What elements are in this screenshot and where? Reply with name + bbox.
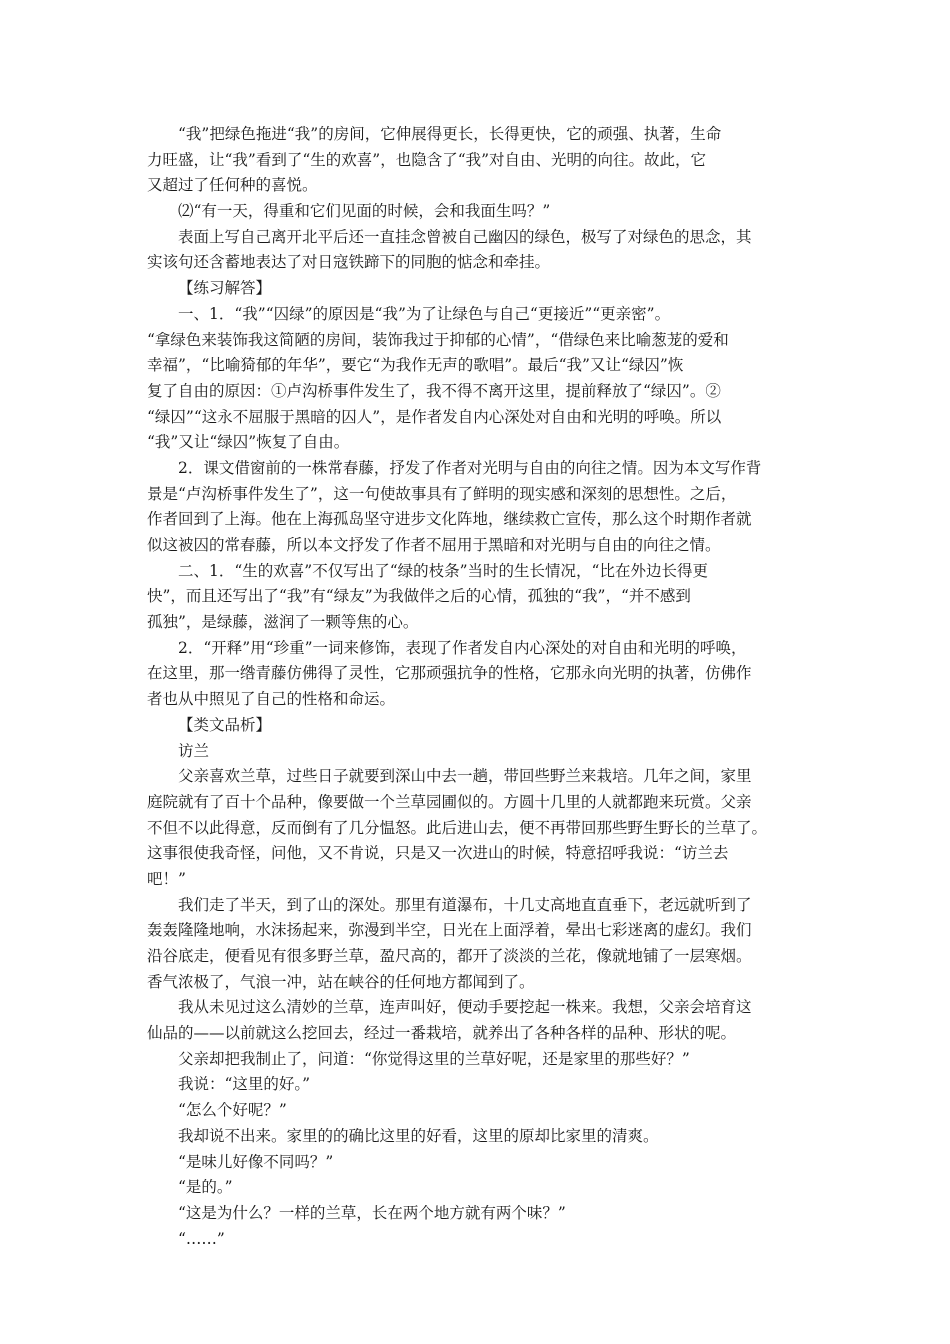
text-line: 表面上写自己离开北平后还一直挂念曾被自己幽囚的绿色，极写了对绿色的思念，其 [178,227,752,246]
text-line: 似这被囚的常春藤，所以本文抒发了作者不屈用于黑暗和对光明与自由的向往之情。 [147,536,721,554]
text-line: 【类文品析】 [178,715,272,734]
text-line: 实该句还含蓄地表达了对日寇铁蹄下的同胞的惦念和牵挂。 [147,253,551,272]
text-line: “是的。” [178,1178,233,1197]
text-line: 父亲却把我制止了，问道：“你觉得这里的兰草好呢，还是家里的那些好？” [178,1049,690,1068]
text-line: 不但不以此得意，反而倒有了几分愠怒。此后进山去，便不再带回那些野生野长的兰草了。 [147,818,768,837]
text-line: “是味儿好像不同吗？” [178,1152,334,1171]
text-line: 访兰 [178,741,210,760]
text-line: 一、1．“我”“囚绿”的原因是“我”为了让绿色与自己“更接近”“更亲密”。 [178,304,671,323]
text-line: 作者回到了上海。他在上海孤岛坚守进步文化阵地，继续救亡宣传，那么这个时期作者就 [147,510,752,529]
document-body [147,122,817,1252]
text-line: 在这里，那一绺青藤仿佛得了灵性，它那顽强抗争的性格，它那永向光明的执著，仿佛作 [147,664,752,683]
text-line: “……” [178,1229,225,1248]
text-line: 父亲喜欢兰草，过些日子就要到深山中去一趟，带回些野兰来栽培。几年之间，家里 [178,767,752,786]
text-line: 庭院就有了百十个品种，像要做一个兰草园圃似的。方圆十几里的人就都跑来玩赏。父亲 [147,792,752,811]
text-line: 吧！” [147,869,186,888]
text-line: 我却说不出来。家里的的确比这里的好看，这里的原却比家里的清爽。 [178,1126,659,1145]
text-line: “绿囚”“这永不屈服于黑暗的囚人”，是作者发自内心深处对自由和光明的呼唤。所以 [147,407,722,426]
text-line: “怎么个好呢？” [178,1101,287,1120]
text-line: 幸福”，“比喻猗郁的年华”，要它“为我作无声的歌唱”。最后“我”又让“绿囚”恢 [147,356,684,375]
text-line: “我”又让“绿囚”恢复了自由。 [147,433,350,452]
text-line: 【练习解答】 [178,279,272,298]
text-line: 我们走了半天，到了山的深处。那里有道瀑布，十几丈高地直直垂下，老远就听到了 [178,895,752,914]
text-line: “我”把绿色拖进“我”的房间，它伸展得更长，长得更快，它的顽强、执著，生命 [178,125,722,143]
text-line: 轰轰隆隆地响，水沫扬起来，弥漫到半空，日光在上面浮着，晕出七彩迷离的虚幻。我们 [147,921,752,940]
text-line: 这事很使我奇怪，问他，又不肯说，只是又一次进山的时候，特意招呼我说：“访兰去 [147,844,729,863]
text-line: 复了自由的原因：①卢沟桥事件发生了，我不得不离开这里，提前释放了“绿囚”。② [147,381,721,400]
text-line: 又超过了任何种的喜悦。 [147,176,318,195]
text-line: “这是为什么？一样的兰草，长在两个地方就有两个味？” [178,1203,566,1222]
text-line: 仙品的——以前就这么挖回去，经过一番栽培，就养出了各种各样的品种、形状的呢。 [147,1024,737,1043]
text-line: ⑵“有一天，得重和它们见面的时候，会和我面生吗？” [178,202,551,221]
text-line: 力旺盛，让“我”看到了“生的欢喜”，也隐含了“我”对自由、光明的向往。故此，它 [147,150,707,169]
text-line: 沿谷底走，便看见有很多野兰草，盈尺高的，都开了淡淡的兰花，像就地铺了一层寒烟。 [147,947,752,965]
text-line: 者也从中照见了自己的性格和命运。 [147,690,396,709]
text-line: 香气浓极了，气浪一冲，站在峡谷的任何地方都闻到了。 [147,972,535,991]
text-line: 快”，而且还写出了“我”有“绿友”为我做伴之后的心情，孤独的“我”，“并不感到 [147,587,691,606]
text-line: 2．“开释”用“珍重”一词来修饰，表现了作者发自内心深处的对自由和光明的呼唤， [178,638,747,657]
text-line: 孤独”，是绿藤，滋润了一颗等焦的心。 [147,613,419,632]
text-line: 我说：“这里的好。” [178,1075,311,1094]
text-line: 我从未见过这么清妙的兰草，连声叫好，便动手要挖起一株来。我想，父亲会培育这 [178,998,752,1017]
text-line: 二、1．“生的欢喜”不仅写出了“绿的枝条”当时的生长情况，“比在外边长得更 [178,561,708,580]
text-line: 景是“卢沟桥事件发生了”，这一句使故事具有了鲜明的现实感和深刻的思想性。之后， [147,484,737,503]
text-line: 2．课文借窗前的一株常春藤，抒发了作者对光明与自由的向往之情。因为本文写作背 [178,458,762,477]
text-line: “拿绿色来装饰我这简陋的房间，装饰我过于抑郁的心情”，“借绿色来比喻葱茏的爱和 [147,330,729,349]
